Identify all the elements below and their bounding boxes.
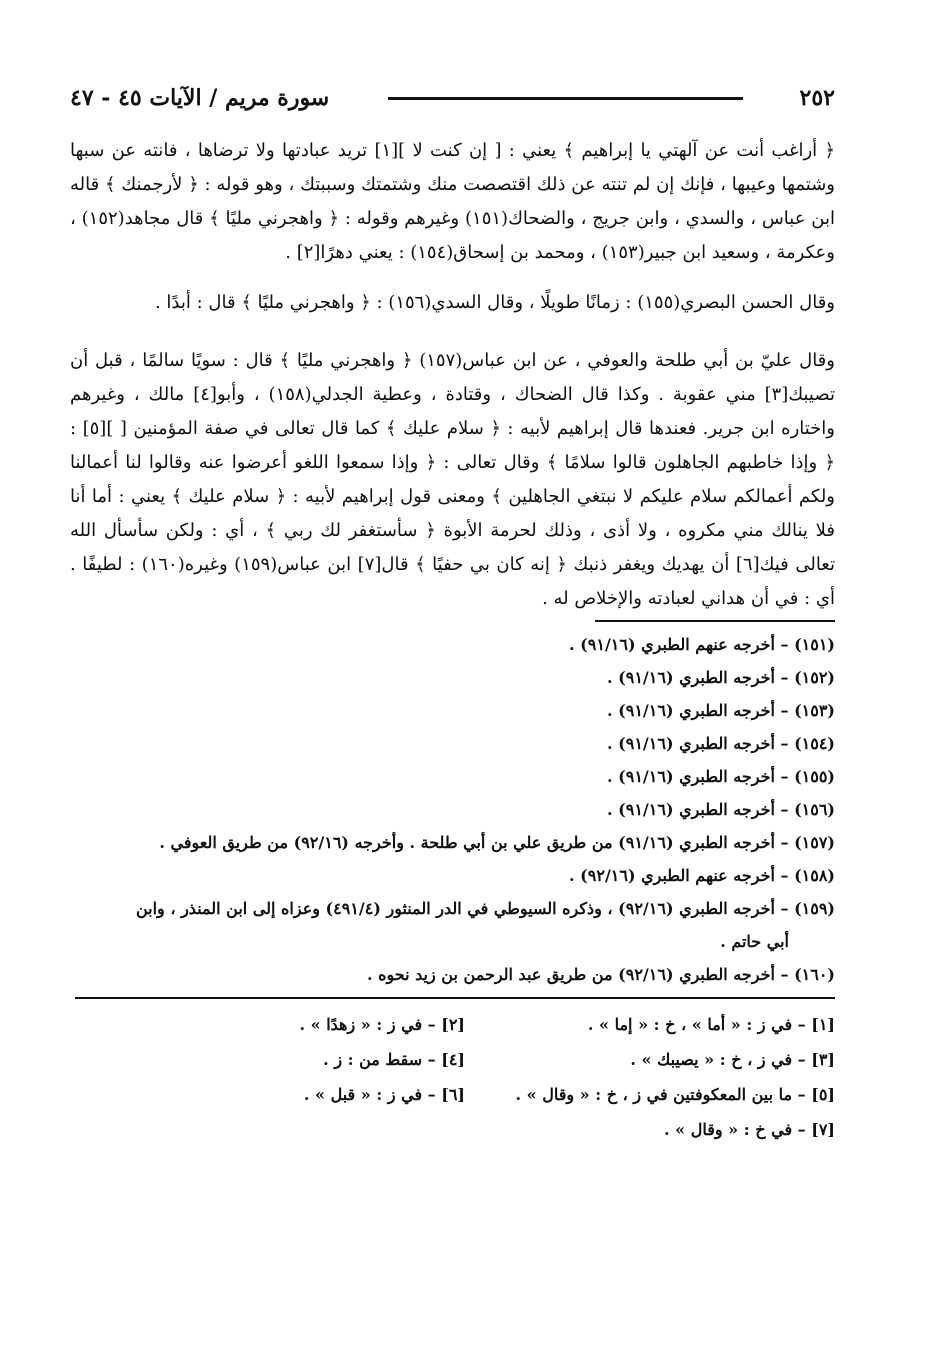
footnote xyxy=(70,793,835,826)
footnote xyxy=(70,859,835,892)
variant-note-text: – في ز : « قبل » . xyxy=(303,1085,436,1104)
variant-note xyxy=(135,1007,465,1042)
variant-note-text: – في ز : « زهدًا » . xyxy=(299,1015,436,1034)
variant-note xyxy=(135,1042,465,1077)
footnote-text: – أخرجه عنهم الطبري (٩١/١٦) . xyxy=(569,635,789,654)
footnote-number: (١٦٠) xyxy=(794,965,835,984)
footnote-number: (١٥٨) xyxy=(794,866,835,885)
footnote-number: (١٥٤) xyxy=(794,734,835,753)
variant-note xyxy=(505,1007,835,1042)
variant-note-number: [٧] xyxy=(811,1120,835,1139)
running-title: سورة مريم / الآيات ٤٥ - ٤٧ xyxy=(70,85,330,111)
footnote-text: – أخرجه الطبري (٩١/١٦) . xyxy=(607,701,789,720)
variant-note-number: [١] xyxy=(811,1015,835,1034)
footnote xyxy=(70,661,835,694)
footnote-text: – أخرجه الطبري (٩٢/١٦) ، وذكره السيوطي في الدر المنثور (٤٩١/٤) وعزاه إلى ابن المنذر ، وابن xyxy=(135,899,789,918)
variant-note-number: [٢] xyxy=(441,1015,465,1034)
variant-note-text: – في ز : « أما » ، خ : « إما » . xyxy=(587,1015,806,1034)
footnote xyxy=(70,694,835,727)
variant-note-text: – سقط من : ز . xyxy=(323,1050,436,1069)
header-rule xyxy=(388,97,743,100)
body-paragraph-3: وقال عليّ بن أبي طلحة والعوفي ، عن ابن عباس(١٥٧) ﴿ واهجرني مليًا ﴾ قال : سويًا سالمًا ، قبل أن تصيبك[٣] مني عقوبة . وكذا قال الضحاك ، وقتادة ، وعطية الجدلي(١٥٨) ، وأبو[٤] مالك ، وغيرهم واختاره ابن جرير. فعندها قال إبراهيم لأبيه : ﴿ سلام عليك ﴾ كما قال تعالى في صفة المؤمنين [ ][٥] : ﴿ وإذا خاطبهم الجاهلون قالوا سلامًا ﴾ وقال تعالى : ﴿ وإذا سمعوا اللغو أعرضوا عنه وقالوا لنا أعمالنا ولكم أعمالكم سلام عليكم لا نبتغي الجاهلين ﴾ ومعنى قول إبراهيم لأبيه : ﴿ سلام عليك ﴾ يعني : أما أنا فلا ينالك مني مكروه ، ولا أذى ، وذلك لحرمة الأبوة ﴿ سأستغفر لك ربي ﴾ ، أي : ولكن سأسأل الله تعالى فيك[٦] أن يهديك ويغفر ذنبك ﴿ إنه كان بي حفيًا ﴾ قال[٧] ابن عباس(١٥٩) وغيره(١٦٠) : لطيفًا . أي : في أن هداني لعبادته والإخلاص له . xyxy=(70,350,835,609)
variant-note xyxy=(505,1042,835,1077)
footnote xyxy=(70,727,835,760)
footnote xyxy=(70,892,835,925)
footnote-text: – أخرجه الطبري (٩١/١٦) . xyxy=(607,668,789,687)
body-paragraph-1: ﴿ أراغب أنت عن آلهتي يا إبراهيم ﴾ يعني : [ إن كنت لا ][١] تريد عبادتها ولا ترضاها ، فانته عن سبها وشتمها وعيبها ، فإنك إن لم تنته عن ذلك اقتصصت منك وشتمتك وسببتك ، وهو قوله : ﴿ لأرجمنك ﴾ قاله ابن عباس ، والسدي ، وابن جريج ، والضحاك(١٥١) وغيرهم وقوله : ﴿ واهجرني مليًا ﴾ قال مجاهد(١٥٢) ، وعكرمة ، وسعيد ابن جبير(١٥٣) ، ومحمد بن إسحاق(١٥٤) : يعني دهرًا[٢] . xyxy=(70,140,836,263)
footnote-number: (١٥٣) xyxy=(794,701,835,720)
footnotes-list xyxy=(70,628,835,991)
variant-notes xyxy=(70,1007,835,1147)
footnote xyxy=(70,826,835,859)
footnote-number: (١٥٧) xyxy=(794,833,835,852)
page-number: ٢٥٢ xyxy=(799,85,835,111)
body-paragraph-2: وقال الحسن البصري(١٥٥) : زمانًا طويلًا ، وقال السدي(١٥٦) : ﴿ واهجرني مليًا ﴾ قال : أبدًا . xyxy=(154,292,835,313)
variant-note-number: [٦] xyxy=(441,1085,465,1104)
footnote-number: (١٥٦) xyxy=(794,800,835,819)
page-header xyxy=(70,78,835,118)
variant-note xyxy=(135,1077,465,1112)
footnote xyxy=(70,958,835,991)
footnote-text: – أخرجه عنهم الطبري (٩٢/١٦) . xyxy=(569,866,789,885)
footnote-continuation: أبي حاتم . xyxy=(720,932,789,951)
footnote xyxy=(70,760,835,793)
footnote-text: – أخرجه الطبري (٩١/١٦) . xyxy=(607,800,789,819)
variant-note-text: – في ز ، خ : « يصيبك » . xyxy=(630,1050,806,1069)
variant-notes-rule xyxy=(75,997,835,999)
footnote-text: – أخرجه الطبري (٩١/١٦) من طريق علي بن أبي طلحة . وأخرجه (٩٢/١٦) من طريق العوفي . xyxy=(159,833,789,852)
variant-note-text: – ما بين المعكوفتين في ز ، خ : « وقال » . xyxy=(515,1085,806,1104)
footnote-number: (١٥٢) xyxy=(794,668,835,687)
footnote-text: – أخرجه الطبري (٩١/١٦) . xyxy=(607,767,789,786)
variant-note-number: [٤] xyxy=(441,1050,465,1069)
footnote-text: – أخرجه الطبري (٩١/١٦) . xyxy=(607,734,789,753)
variant-note-text: – في خ : « وقال » . xyxy=(664,1120,806,1139)
variant-note-number: [٥] xyxy=(811,1085,835,1104)
footnote-number: (١٥٥) xyxy=(794,767,835,786)
footnote-number: (١٥١) xyxy=(794,635,835,654)
footnote-number: (١٥٩) xyxy=(794,899,835,918)
variant-note xyxy=(505,1077,835,1112)
footnote xyxy=(70,628,835,661)
variant-note-number: [٣] xyxy=(811,1050,835,1069)
footnote-text: – أخرجه الطبري (٩٢/١٦) من طريق عبد الرحمن بن زيد نحوه . xyxy=(367,965,789,984)
footnotes-rule xyxy=(595,620,835,622)
variant-note xyxy=(505,1112,835,1147)
